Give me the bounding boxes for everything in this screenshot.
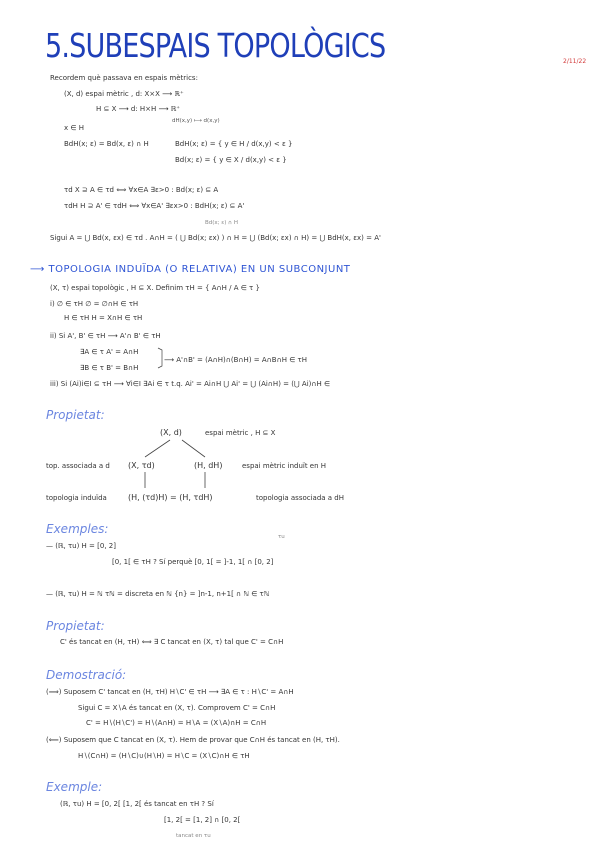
text-line: BdH(x; ε) = Bd(x, ε) ∩ H [64,140,149,148]
text-line: dH(x,y) ⟼ d(x,y) [172,118,220,124]
text-line: (X, τ) espai topològic , H ⊆ X. Definim τH = { A∩H / A ∈ τ } [50,284,260,292]
text-line: ∃A ∈ τ A' = A∩H [80,348,139,356]
text-line: H∖(C∩H) = (H∖C)∪(H∖H) = H∖C = (X∖C)∩H ∈ τH [78,752,250,760]
page-title: 5.SUBESPAIS TOPOLÒGICS [45,26,386,65]
text-line: Recordem què passava en espais mètrics: [50,74,198,82]
text-line: (X, d) espai mètric , d: X×X ⟶ ℝ⁺ [64,90,184,98]
text-annotation: tancat en τu [176,833,211,839]
text-line: ∃B ∈ τ B' = B∩H [80,364,139,372]
examples-heading: Exemples: [46,522,109,536]
text-line: Sigui A = ⋃ Bd(x, εx) ∈ τd . A∩H = ( ⋃ Bd(x; εx) ) ∩ H = ⋃ (Bd(x; εx) ∩ H) = ⋃ BdH(x, εx) = A' [50,234,381,242]
text-line: ⟶ A'∩B' = (A∩H)∩(B∩H) = A∩B∩H ∈ τH [164,356,307,364]
text-line: topologia induïda [46,494,107,502]
text-line: τdH H ⊇ A' ∈ τdH ⟺ ∀x∈A' ∃εx>0 : BdH(x; ε) ⊆ A' [64,202,245,210]
text-line: Bd(x; ε) = { y ∈ X / d(x,y) < ε } [175,156,287,164]
text-line: (⟸) Suposem que C tancat en (X, τ). Hem de provar que C∩H és tancat en (H, τH). [46,736,340,744]
property-heading: Propietat: [46,619,105,633]
example-heading: Exemple: [46,780,103,794]
text-line: C' és tancat en (H, τH) ⟺ ∃ C tancat en (X, τ) tal que C' = C∩H [60,638,284,646]
proof-heading: Demostració: [46,668,127,682]
text-line: BdH(x; ε) = { y ∈ H / d(x,y) < ε } [175,140,293,148]
text-line: top. associada a d [46,462,110,470]
text-line: i) ∅ ∈ τH ∅ = ∅∩H ∈ τH [50,300,139,308]
text-line: (ℝ, τu) H = [0, 2[ [1, 2[ és tancat en τH ? Sí [60,800,214,808]
text-line: [1, 2[ = [1, 2] ∩ [0, 2[ [164,816,241,824]
text-line: espai mètric , H ⊆ X [205,429,276,437]
text-annotation: τu [278,534,285,540]
text-line: (H, (τd)H) = (H, τdH) [128,493,213,502]
text-line: [0, 1[ ∈ τH ? Sí perquè [0, 1[ = ]-1, 1[ ∩ [0, 2] [112,558,274,566]
text-line: (⟹) Suposem C' tancat en (H, τH) H∖C' ∈ τH ⟶ ∃A ∈ τ : H∖C' = A∩H [46,688,294,696]
section-heading: ⟶ TOPOLOGIA INDUÏDA (O RELATIVA) EN UN SUBCONJUNT [30,264,351,275]
text-line: C' = H∖(H∖C') = H∖(A∩H) = H∖A = (X∖A)∩H = C∩H [86,719,267,727]
text-line: topologia associada a dH [256,494,345,502]
text-line: x ∈ H [64,124,84,132]
text-line: espai mètric induït en H [242,462,327,470]
text-annotation: Bd(x; ε) ∩ H [205,220,239,226]
text-line: H ⊆ X ⟶ d: H×H ⟶ ℝ⁺ [96,105,181,113]
property-heading: Propietat: [46,408,105,422]
text-line: (X, τd) [128,461,155,470]
text-line: (X, d) [160,428,182,437]
text-line: τd X ⊇ A ∈ τd ⟺ ∀x∈A ∃ε>0 : Bd(x; ε) ⊆ A [64,186,219,194]
text-line: Sigui C = X∖A és tancat en (X, τ). Comprovem C' = C∩H [78,704,276,712]
text-line: — (ℝ, τu) H = ℕ τℕ = discreta en ℕ {n} = ]n-1, n+1[ ∩ ℕ ∈ τℕ [46,590,270,598]
text-line: H ∈ τH H = X∩H ∈ τH [64,314,143,322]
page-date: 2/11/22 [563,58,587,65]
text-line: ii) Si A', B' ∈ τH ⟶ A'∩ B' ∈ τH [50,332,161,340]
text-line: (H, dH) [194,461,223,470]
text-line: — (ℝ, τu) H = [0, 2] [46,542,116,550]
text-line: iii) Si (Ai)i∈I ⊆ τH ⟶ ∀i∈I ∃Ai ∈ τ t.q. Ai' = Ai∩H ⋃ Ai' = ⋃ (Ai∩H) = (⋃ Ai)∩H ∈ [50,380,331,388]
